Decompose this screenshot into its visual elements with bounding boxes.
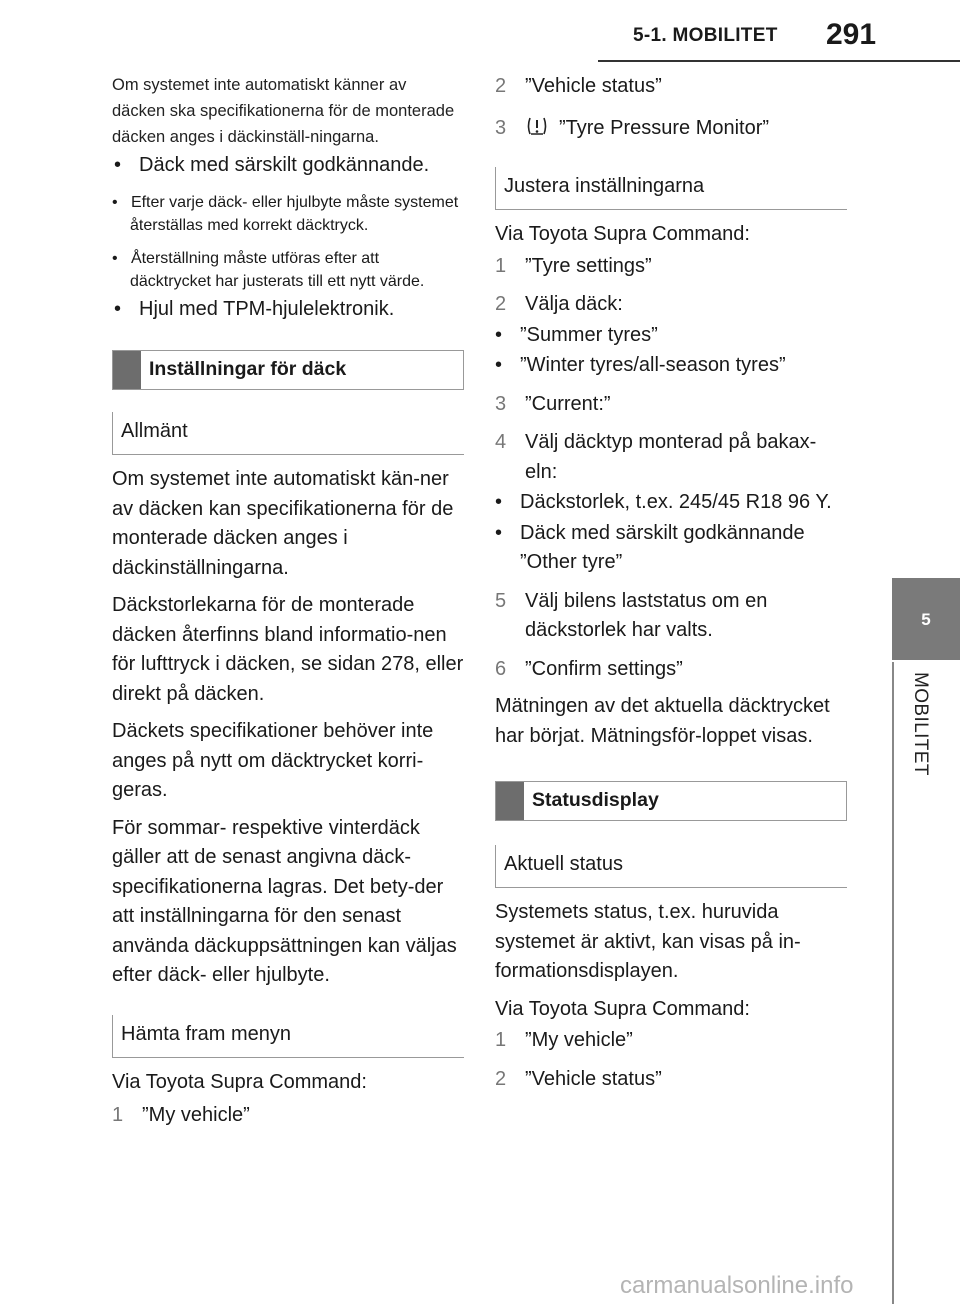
list-item: • Däck med särskilt godkännande. (114, 154, 430, 176)
paragraph: Via Toyota Supra Command: (112, 1070, 367, 1093)
step-item: 2 ”Vehicle status” (495, 1067, 662, 1090)
step-item: 5 Välj bilens laststatus om en däckstorlek har valts. (495, 589, 768, 641)
paragraph: Om systemet inte automatiskt kän-ner av däcken kan specifikationerna för de monterade däcken anges i däckinställningarna. (112, 468, 454, 579)
heading-marker (496, 782, 524, 820)
section-heading: Statusdisplay (495, 781, 847, 821)
heading-marker (113, 351, 141, 389)
paragraph: Mätningen av det aktuella däcktrycket har börjat. Mätningsför-loppet visas. (495, 695, 830, 747)
watermark: carmanualsonline.info (620, 1272, 854, 1299)
step-item: 2 ”Vehicle status” (495, 75, 662, 97)
sub-item: • Efter varje däck- eller hjulbyte måste systemet återställas med korrekt däcktryck. (112, 193, 459, 234)
paragraph: Systemets status, t.ex. huruvida systemet är aktivt, kan visas på in-formationsdisplayen. (495, 901, 801, 982)
step-item: 1 ”My vehicle” (495, 1029, 633, 1051)
step-item: 4 Välj däcktyp monterad på bakax-eln: (495, 431, 817, 483)
list-item: • ”Summer tyres” (495, 323, 658, 346)
list-item: • Däckstorlek, t.ex. 245/45 R18 96 Y. (495, 491, 832, 513)
sub-item: • Återställning måste utföras efter att däcktrycket har justerats till ett nytt värde. (112, 249, 425, 290)
paragraph: Däckets specifikationer behöver inte anges på nytt om däcktrycket korri-geras. (112, 720, 434, 801)
subheading: Hämta fram menyn (112, 1015, 464, 1058)
section-title: 5-1. MOBILITET (633, 25, 778, 46)
page-number: 291 (826, 18, 877, 51)
paragraph: Via Toyota Supra Command: (495, 223, 750, 245)
list-item: • Hjul med TPM-hjulelektronik. (114, 297, 395, 320)
step-item: 6 ”Confirm settings” (495, 657, 683, 680)
right-column (495, 70, 847, 1094)
section-heading: Inställningar för däck (112, 350, 464, 390)
step-item: 1 ”Tyre settings” (495, 254, 652, 277)
paragraph: Via Toyota Supra Command: (495, 997, 750, 1020)
list-item: • ”Winter tyres/all-season tyres” (495, 354, 786, 376)
left-column (112, 70, 464, 1131)
intro-text: Om systemet inte automatiskt känner av däcken ska specifikationerna för de monterade däcken anges i däckinställ-ningarna. (112, 76, 455, 146)
header-rule (598, 60, 960, 62)
step-item: 1 ”My vehicle” (112, 1104, 250, 1126)
subheading: Allmänt (112, 412, 464, 455)
chapter-number: 5 (921, 610, 931, 629)
tyre-pressure-warning-icon (525, 115, 549, 137)
paragraph: För sommar- respektive vinterdäck gäller att de senast angivna däck-specifikationerna lagras. Det bety-der att inställningarna för den senast använda däckuppsättningen kan väljas efter däck- eller hjulbyte. (112, 816, 457, 986)
chapter-title: MOBILITET (910, 672, 931, 776)
step-item: 2 Välja däck: (495, 293, 623, 315)
page-header (0, 0, 960, 70)
step-item: 3 ”Current:” (495, 392, 611, 415)
chapter-tab (892, 578, 960, 660)
subheading: Justera inställningarna (495, 167, 847, 210)
subheading: Aktuell status (495, 845, 847, 888)
step-item: 3 ”Tyre Pressure Monitor” (495, 116, 770, 139)
list-item: • Däck med särskilt godkännande ”Other tyre” (495, 521, 805, 573)
paragraph: Däckstorlekarna för de monterade däcken återfinns bland informatio-nen för lufttryck i däcken, se sidan 278, eller direkt på däcken. (112, 594, 464, 705)
